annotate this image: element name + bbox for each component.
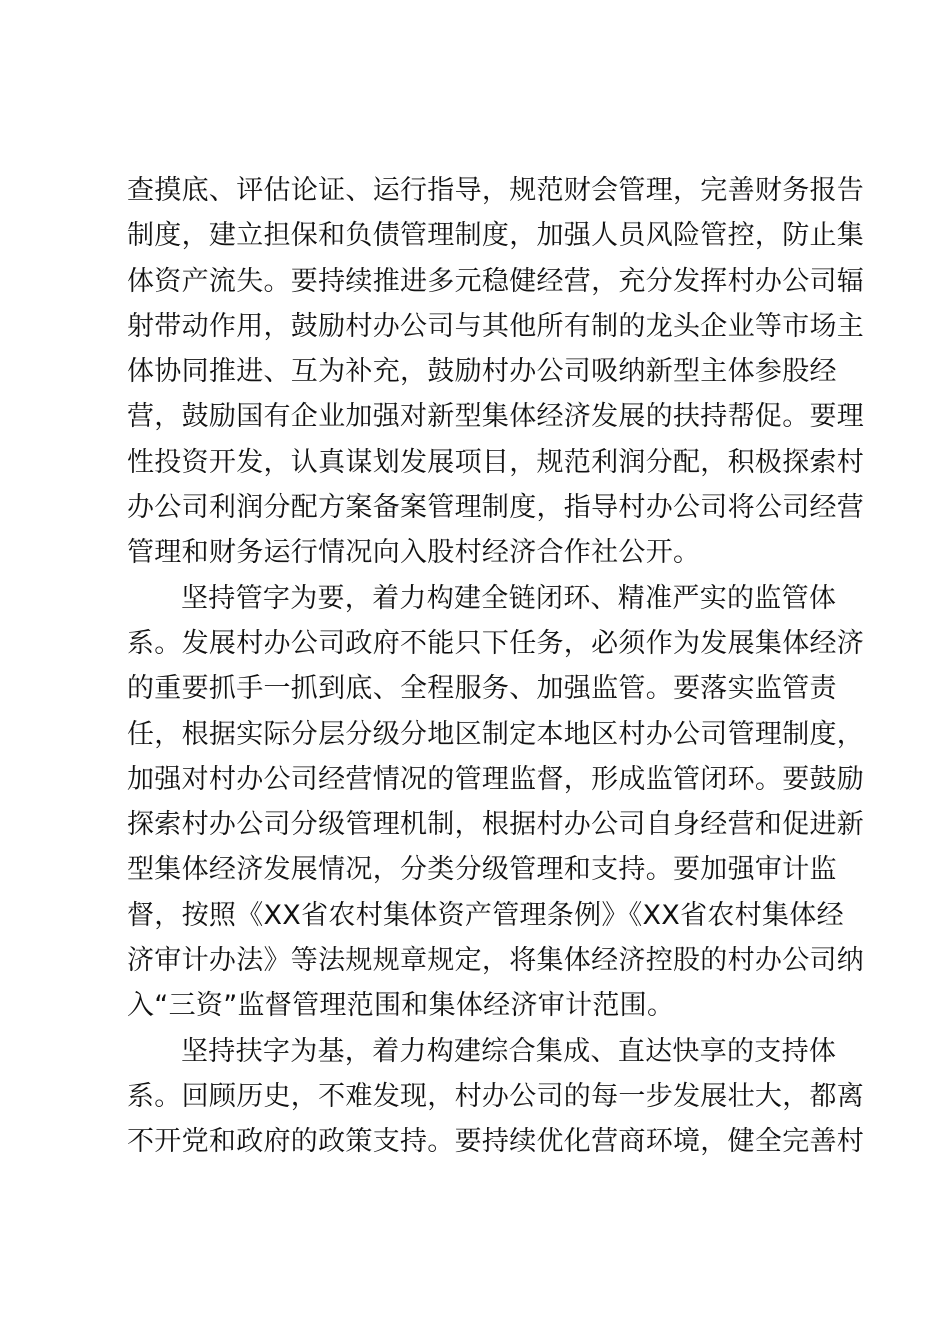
text-line: 入“三资”监督管理范围和集体经济审计范围。: [127, 990, 675, 1022]
text-line: 性投资开发，认真谋划发展项目，规范利润分配，积极探索村: [127, 446, 865, 478]
text-line: 办公司利润分配方案备案管理制度，指导村办公司将公司经营: [127, 492, 865, 524]
text-line: 不开党和政府的政策支持。要持续优化营商环境，健全完善村: [127, 1126, 865, 1158]
text-line: 探索村办公司分级管理机制，根据村办公司自身经营和促进新: [127, 809, 865, 841]
text-line: 体资产流失。要持续推进多元稳健经营，充分发挥村办公司辐: [127, 265, 865, 297]
text-line: 型集体经济发展情况，分类分级管理和支持。要加强审计监: [127, 854, 837, 886]
text-line: 系。发展村办公司政府不能只下任务，必须作为发展集体经济: [127, 627, 865, 659]
text-line: 系。回顾历史，不难发现，村办公司的每一步发展壮大，都离: [127, 1080, 865, 1112]
text-line: 管理和财务运行情况向入股村经济合作社公开。: [127, 537, 701, 569]
text-line: 济审计办法》等法规规章规定，将集体经济控股的村办公司纳: [127, 945, 865, 977]
text-line: 查摸底、评估论证、运行指导，规范财会管理，完善财务报告: [127, 175, 865, 206]
text-line: 射带动作用，鼓励村办公司与其他所有制的龙头企业等市场主: [127, 310, 865, 342]
text-line: 的重要抓手一抓到底、全程服务、加强监管。要落实监管责: [127, 673, 837, 705]
paragraph-start-line: 坚持扶字为基，着力构建综合集成、直达快享的支持体: [181, 1035, 837, 1067]
text-line: 制度，建立担保和负债管理制度，加强人员风险管控，防止集: [127, 220, 865, 252]
text-line: 营，鼓励国有企业加强对新型集体经济发展的扶持帮促。要理: [127, 401, 865, 433]
text-line: 任，根据实际分层分级分地区制定本地区村办公司管理制度，: [127, 718, 865, 750]
text-line: 督，按照《XX省农村集体资产管理条例》《XX省农村集体经: [127, 899, 844, 931]
text-line: 加强对村办公司经营情况的管理监督，形成监管闭环。要鼓励: [127, 763, 865, 795]
body-text: [127, 168, 865, 1165]
paragraph-start-line: 坚持管字为要，着力构建全链闭环、精准严实的监管体: [181, 582, 837, 614]
text-line: 体协同推进、互为补充，鼓励村办公司吸纳新型主体参股经: [127, 356, 837, 388]
